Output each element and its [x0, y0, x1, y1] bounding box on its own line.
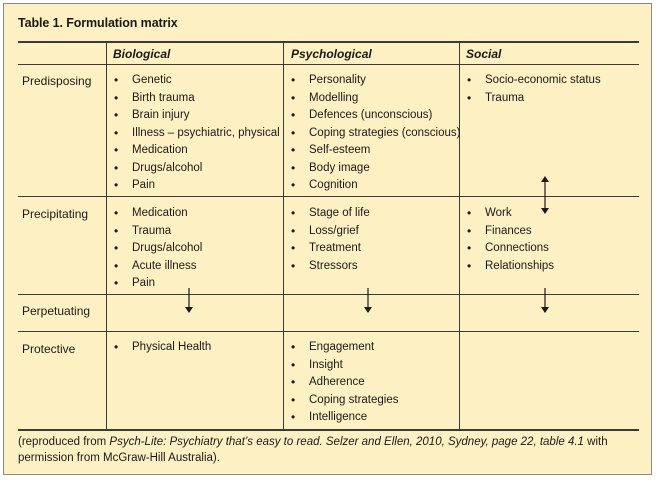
list-item: • Stage of life: [287, 205, 370, 223]
list-item: • Loss/grief: [287, 223, 370, 241]
caption-source: Psych-Lite: Psychiatry that’s easy to read. Selzer and Ellen, 2010, Sydney, page 22, table 4.1: [109, 436, 584, 448]
table-frame: [3, 3, 652, 475]
column-header-social: Social: [466, 47, 502, 61]
list-item: • Coping strategies (conscious): [287, 125, 461, 143]
column-header-biological: Biological: [113, 47, 171, 61]
protective-biological-list: [110, 339, 211, 357]
list-item: • Coping strategies: [287, 392, 399, 410]
list-item: • Connections: [463, 240, 554, 258]
predisposing-social-list: [463, 72, 601, 107]
predisposing-biological-list: [110, 72, 280, 195]
list-item: • Drugs/alcohol: [110, 160, 280, 178]
table-title: Table 1. Formulation matrix: [18, 16, 178, 30]
header-top-rule: [18, 41, 639, 43]
list-item: • Engagement: [287, 339, 399, 357]
list-item: • Cognition: [287, 177, 461, 195]
precipitating-social-list: [463, 205, 554, 275]
list-item: • Adherence: [287, 374, 399, 392]
precipitating-biological-list: [110, 205, 202, 293]
double-arrow-icon: [540, 175, 550, 215]
list-item: • Modelling: [287, 90, 461, 108]
col-rule-1: [106, 41, 107, 430]
row-header-protective: Protective: [22, 342, 76, 356]
list-item: • Body image: [287, 160, 461, 178]
list-item: • Stressors: [287, 258, 370, 276]
list-item: • Personality: [287, 72, 461, 90]
table-bottom-rule: [18, 429, 639, 431]
list-item: • Physical Health: [110, 339, 211, 357]
down-arrow-icon: [363, 288, 373, 314]
list-item: • Self-esteem: [287, 142, 461, 160]
list-item: • Relationships: [463, 258, 554, 276]
row-header-predisposing: Predisposing: [22, 74, 92, 88]
list-item: • Intelligence: [287, 409, 399, 427]
list-item: • Socio-economic status: [463, 72, 601, 90]
formulation-table: [18, 41, 639, 431]
list-item: • Medication: [110, 205, 202, 223]
list-item: • Pain: [110, 177, 280, 195]
list-item: • Genetic: [110, 72, 280, 90]
list-item: • Illness – psychiatric, physical: [110, 125, 280, 143]
down-arrow-icon: [540, 288, 550, 314]
table-caption: [18, 434, 643, 466]
row-rule-3: [18, 331, 639, 332]
list-item: • Brain injury: [110, 107, 280, 125]
list-item: • Medication: [110, 142, 280, 160]
list-item: • Drugs/alcohol: [110, 240, 202, 258]
list-item: • Birth trauma: [110, 90, 280, 108]
predisposing-psychological-list: [287, 72, 461, 195]
precipitating-psychological-list: [287, 205, 370, 275]
list-item: • Trauma: [110, 223, 202, 241]
row-header-precipitating: Precipitating: [22, 207, 89, 221]
list-item: • Work: [463, 205, 554, 223]
list-item: • Finances: [463, 223, 554, 241]
list-item: • Trauma: [463, 90, 601, 108]
col-rule-2: [283, 41, 284, 430]
list-item: • Insight: [287, 357, 399, 375]
down-arrow-icon: [184, 288, 194, 314]
caption-suffix: with permission from McGraw-Hill Australia).: [18, 436, 608, 464]
protective-psychological-list: [287, 339, 399, 427]
header-bottom-rule: [18, 64, 639, 65]
caption-prefix: (reproduced from: [18, 436, 110, 448]
list-item: • Treatment: [287, 240, 370, 258]
column-header-psychological: Psychological: [291, 47, 372, 61]
list-item: • Defences (unconscious): [287, 107, 461, 125]
list-item: • Pain: [110, 275, 202, 293]
row-header-perpetuating: Perpetuating: [22, 304, 91, 318]
list-item: • Acute illness: [110, 258, 202, 276]
